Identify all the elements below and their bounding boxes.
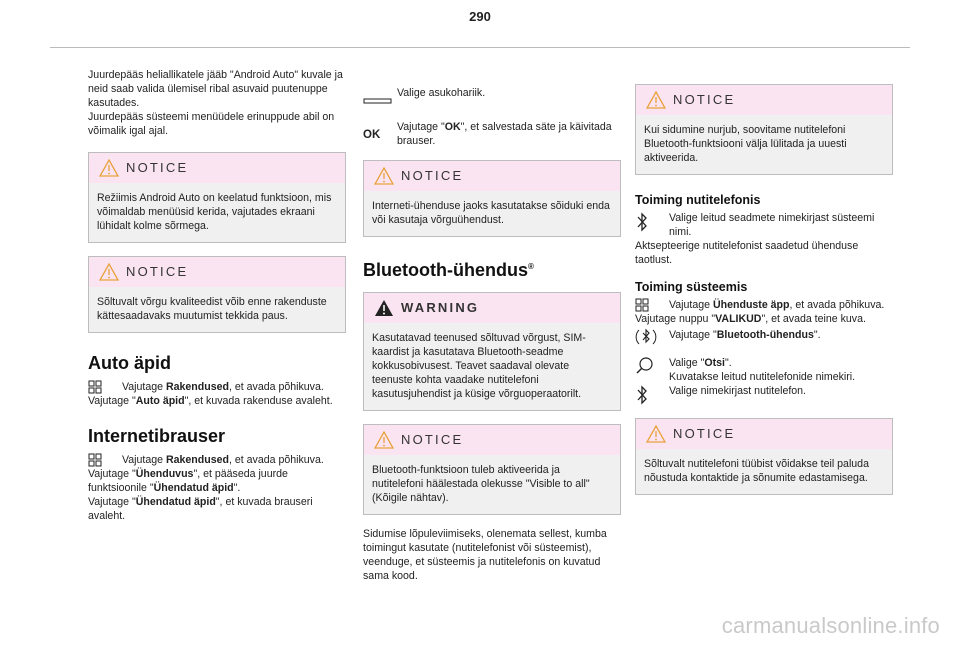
text: ".: [724, 357, 732, 369]
bold-term: Rakendused: [165, 454, 229, 466]
notice-header: [636, 85, 892, 115]
notice-header: [636, 419, 892, 449]
bold-term: VALIKUD: [715, 313, 762, 325]
notice-box-network: [88, 256, 346, 333]
bold-term: Auto äpid: [135, 395, 185, 407]
bold-term: Bluetooth-ühendus: [716, 329, 814, 341]
system-step-2: [635, 312, 893, 326]
bold-term: Rakendused: [165, 381, 229, 393]
text: ".: [233, 482, 241, 494]
warning-triangle-icon: [646, 425, 666, 447]
notice-text: Bluetooth-funktsioon tuleb aktiveerida ja nutitelefoni häälestada olekusse "Visible to all" (Kõigile nähtav).: [372, 464, 590, 504]
apps-grid-icon: [635, 298, 669, 312]
page-number: 290: [469, 9, 491, 24]
text: Vajutage: [122, 381, 166, 393]
warning-header: [364, 293, 620, 323]
text: ", et salvestada säte ja käivitada brauser.: [397, 121, 612, 147]
text: ", et avada teine kuva.: [761, 313, 866, 325]
text: Vajutage ": [88, 496, 136, 508]
text: Valige nimekirjast nutitelefon.: [669, 385, 807, 397]
header-rule: [50, 47, 910, 48]
auto-step-1: [88, 380, 346, 394]
text: , et avada põhikuva.: [228, 454, 324, 466]
text: Valige ": [669, 357, 705, 369]
text: Vajutage ": [88, 468, 136, 480]
text: , et avada põhikuva.: [789, 299, 885, 311]
bold-term: Ühenduste äpp: [712, 299, 790, 311]
notice-text: Sõltuvalt nutitelefoni tüübist võidakse teil paluda nõustuda kontaktide ja sõnumite edastamisega.: [644, 458, 869, 484]
notice-box-internet: [363, 160, 621, 237]
bold-term: Ühenduvus: [135, 468, 194, 480]
notice-header: [364, 161, 620, 191]
warning-triangle-icon: [646, 91, 666, 113]
heading-text: Bluetooth-ühendus: [363, 260, 528, 280]
column-2: [363, 68, 621, 583]
browser-step-3: [88, 495, 346, 523]
phone-heading: Toiming nutitelefonis: [635, 193, 761, 207]
system-step-4: [635, 356, 893, 384]
search-result-text: Kuvatakse leitud nutitelefonide nimekiri.: [669, 371, 856, 383]
notice-title: NOTICE: [401, 168, 464, 183]
warning-triangle-icon: [374, 431, 394, 453]
notice-title: NOTICE: [673, 92, 736, 107]
notice-box-contacts: [635, 418, 893, 495]
country-step: [363, 86, 621, 106]
notice-header: [89, 257, 345, 287]
bluetooth-heading: [363, 256, 621, 281]
warning-triangle-icon: [99, 263, 119, 285]
notice-text: Sõltuvalt võrgu kvaliteedist võib enne rakenduste kättesaadavaks muutumist tekkida paus.: [97, 296, 327, 322]
text: Vajutage: [669, 299, 713, 311]
browser-step-1: [88, 453, 346, 467]
text: ", et kuvada brauseri avaleht.: [88, 496, 313, 522]
notice-box-android: [88, 152, 346, 243]
intro-paragraph: Juurdepääs heliallikatele jääb "Android Auto" kuvale ja neid saab valida ülemisel ribal asuvaid puutenuppe kasutades.: [88, 69, 343, 109]
registered-mark: ®: [527, 262, 534, 271]
text: Vajutage nuppu ": [635, 313, 716, 325]
warning-text: Kasutatavad teenused sõltuvad võrgust, SIM-kaardist ja kasutatava Bluetooth-seadme kokkusobivusest. Teavet saadaval olevate teenuste kohta vaadake nutitelefoni kasutusjuhendist ja küsige võrguoperaatorilt.: [372, 332, 586, 400]
apps-grid-icon: [88, 453, 122, 467]
ok-icon: OK: [363, 129, 381, 141]
warning-triangle-icon: [99, 159, 119, 181]
text: , et avada põhikuva.: [228, 381, 324, 393]
text: Vajutage ": [88, 395, 136, 407]
text: Vajutage ": [669, 329, 717, 341]
phone-step-1: [635, 211, 893, 239]
auto-step-2: [88, 394, 346, 408]
text: Vajutage ": [397, 121, 445, 133]
browser-heading: Internetibrauser: [88, 426, 226, 446]
bluetooth-signal-icon: [635, 326, 669, 348]
notice-title: NOTICE: [126, 160, 189, 175]
bluetooth-icon: [635, 211, 669, 239]
bold-term: Otsi: [704, 357, 725, 369]
system-step-6: [635, 384, 893, 406]
notice-title: NOTICE: [126, 264, 189, 279]
text: Valige leitud seadmete nimekirjast süsteemi nimi.: [669, 212, 875, 238]
search-step: [669, 356, 893, 370]
text: ", et kuvada rakenduse avaleht.: [184, 395, 333, 407]
apps-grid-icon: [88, 380, 122, 394]
text: Vajutage: [122, 454, 166, 466]
browser-step-2: [88, 467, 346, 495]
bold-term: Ühendatud äpid: [135, 496, 216, 508]
warning-triangle-filled-icon: [374, 299, 394, 321]
auto-apps-heading: Auto äpid: [88, 353, 171, 373]
text: ".: [813, 329, 821, 341]
notice-text: Kui sidumine nurjub, soovitame nutitelefoni Bluetooth-funktsiooni välja lülitada ja uuesti aktiveerida.: [644, 124, 847, 164]
notice-text: Režiimis Android Auto on keelatud funktsioon, mis võimaldab menüüsid kerida, vajutades ekraani lühidalt kolme sõrmega.: [97, 192, 332, 232]
system-step-1: [635, 298, 893, 312]
system-step-3: [635, 326, 893, 348]
pairing-paragraph: Sidumise lõpuleviimiseks, olenemata sellest, kumba toimingut kasutate (nutitelefonist või süsteemist), veenduge, et süsteemis ja nutitelefonis on kuvatud sama kood.: [363, 528, 607, 582]
horizontal-bar-icon: [363, 86, 397, 106]
notice-box-pairing: [635, 84, 893, 175]
notice-title: NOTICE: [673, 426, 736, 441]
bold-term: Ühendatud äpid: [153, 482, 234, 494]
ok-step: [363, 120, 621, 148]
notice-title: NOTICE: [401, 432, 464, 447]
warning-triangle-icon: [374, 167, 394, 189]
column-3: [635, 68, 893, 495]
phone-step-2: Aktsepteerige nutitelefonist saadetud ühenduse taotlust.: [635, 240, 859, 266]
notice-box-bluetooth: [363, 424, 621, 515]
intro-paragraph-2: Juurdepääs süsteemi menüüdele erinuppude abil on võimalik igal ajal.: [88, 111, 335, 137]
text: Valige asukohariik.: [397, 87, 486, 99]
bluetooth-icon: [635, 384, 669, 406]
notice-header: [364, 425, 620, 455]
bold-term: OK: [444, 121, 461, 133]
text: ", et pääseda juurde funktsioonile ": [88, 468, 288, 494]
watermark: carmanualsonline.info: [721, 613, 940, 638]
warning-box: [363, 292, 621, 411]
column-1: [88, 68, 346, 523]
search-icon: [635, 356, 669, 384]
warning-title: WARNING: [401, 300, 480, 315]
notice-header: [89, 153, 345, 183]
notice-text: Interneti-ühenduse jaoks kasutatakse sõiduki enda või kasutaja võrguühendust.: [372, 200, 610, 226]
system-heading: Toiming süsteemis: [635, 280, 748, 294]
